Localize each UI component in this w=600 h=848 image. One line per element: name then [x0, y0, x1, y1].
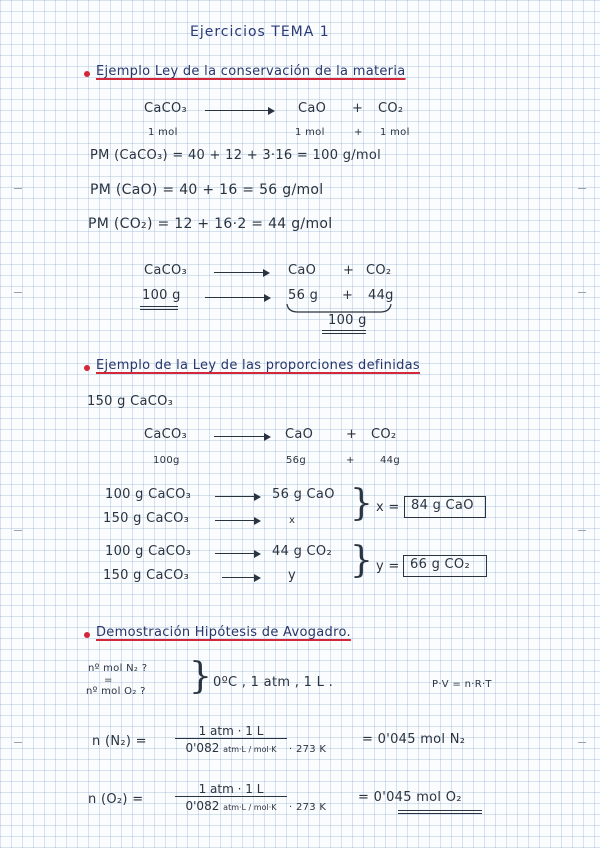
section-3-bullet	[84, 632, 90, 638]
prop2-result-value: 66 g CO₂	[410, 557, 470, 572]
pm-cao: PM (CaO) = 40 + 16 = 56 g/mol	[90, 182, 324, 198]
n-o2-r-units: atm·L / mol·K	[223, 803, 277, 812]
section-2-bullet	[84, 365, 90, 371]
prop2-result-label: y =	[376, 559, 400, 574]
pm-co2: PM (CO₂) = 12 + 16·2 = 44 g/mol	[88, 216, 333, 232]
n-n2-r-units: atm·L / mol·K	[223, 745, 277, 754]
s2-eq-reactant: CaCO₃	[144, 427, 188, 442]
n-n2-fraction	[175, 724, 287, 757]
s2-eq-product-1: CaO	[285, 427, 314, 442]
prop1-brace: }	[350, 483, 373, 524]
s1-mass-product-2: 44g	[368, 288, 394, 303]
prop1-result-label: x =	[376, 500, 400, 515]
prop2-left-bottom: 150 g CaCO₃	[103, 568, 190, 583]
n-o2-fraction	[175, 782, 287, 815]
s1-mol-product-1: 1 mol	[295, 127, 325, 138]
n-o2-numerator: 1 atm · 1 L	[198, 782, 264, 796]
s1-mass-arrow	[205, 297, 269, 298]
pm-caco3: PM (CaCO₃) = 40 + 12 + 3·16 = 100 g/mol	[90, 148, 382, 163]
n-n2-label: n (N₂) =	[92, 734, 147, 749]
section-1-bullet	[84, 71, 90, 77]
s1-mol-plus: +	[354, 127, 363, 138]
prop1-unknown: x	[289, 515, 296, 526]
s1-mol-product-2: 1 mol	[380, 127, 410, 138]
prop1-arrow-top	[215, 496, 259, 497]
n-n2-result: = 0'045 mol N₂	[362, 732, 466, 747]
prop1-result-box	[404, 496, 486, 518]
s1-mass-reactant: 100 g	[142, 288, 181, 303]
s1-mass-product-1: 56 g	[288, 288, 319, 303]
q-mol-n2: nº mol N₂ ?	[88, 663, 148, 674]
ideal-gas-law: P·V = n·R·T	[432, 679, 492, 690]
n-n2-r-constant: 0'082	[185, 741, 220, 755]
page-title: Ejercicios TEMA 1	[190, 24, 330, 40]
s1-mass-plus: +	[342, 288, 354, 303]
n-o2-label: n (O₂) =	[88, 792, 144, 807]
prop2-arrow-top	[215, 553, 259, 554]
n-o2-denominator	[175, 796, 287, 815]
s1-eq-arrow	[205, 110, 273, 111]
s1-eq2-product-2: CO₂	[366, 263, 392, 278]
q-equal-sign: =	[104, 675, 113, 686]
prop2-result-box	[403, 555, 487, 577]
section-2-heading: Ejemplo de la Ley de las proporciones definidas	[96, 358, 420, 373]
s2-eq-product-2: CO₂	[371, 427, 397, 442]
s1-eq-reactant: CaCO₃	[144, 101, 188, 116]
prop2-brace: }	[350, 540, 373, 581]
n-n2-denominator	[175, 738, 287, 757]
s1-total-underline	[322, 330, 366, 334]
s1-eq2-product-1: CaO	[288, 263, 317, 278]
s2-mass-reactant: 100g	[153, 455, 180, 466]
prop2-left-top: 100 g CaCO₃	[105, 544, 192, 559]
s2-mass-plus: +	[346, 455, 355, 466]
s1-eq-plus: +	[352, 101, 364, 116]
n-o2-temperature: · 273 K	[289, 802, 327, 813]
section-3-heading: Demostración Hipótesis de Avogadro.	[96, 625, 351, 640]
s1-eq2-arrow	[214, 272, 268, 273]
n-o2-r-constant: 0'082	[185, 799, 220, 813]
s1-eq-product-1: CaO	[298, 101, 327, 116]
s2-eq-arrow	[214, 436, 269, 437]
q-mol-o2: nº mol O₂ ?	[86, 686, 146, 697]
s1-total-mass: 100 g	[328, 313, 367, 328]
s1-mol-reactant: 1 mol	[148, 127, 178, 138]
n-o2-result: = 0'045 mol O₂	[358, 790, 462, 805]
section-1-heading: Ejemplo Ley de la conservación de la materia	[96, 64, 406, 79]
s1-eq-product-2: CO₂	[378, 101, 404, 116]
s1-eq2-reactant: CaCO₃	[144, 263, 188, 278]
s2-mass-product-2: 44g	[380, 455, 400, 466]
prop1-right-top: 56 g CaO	[272, 487, 335, 502]
conditions: 0ºC , 1 atm , 1 L .	[213, 675, 334, 690]
s2-eq-plus: +	[346, 427, 358, 442]
n-n2-temperature: · 273 K	[289, 744, 327, 755]
s1-mass-reactant-underline	[140, 306, 178, 310]
prop2-arrow-bottom	[222, 577, 259, 578]
prop1-result-value: 84 g CaO	[411, 498, 474, 513]
n-o2-result-underline	[398, 810, 482, 814]
prop2-right-top: 44 g CO₂	[272, 544, 332, 559]
n-n2-numerator: 1 atm · 1 L	[198, 724, 264, 738]
s1-eq2-plus: +	[343, 263, 355, 278]
s2-given: 150 g CaCO₃	[87, 394, 174, 409]
question-brace: }	[189, 656, 212, 697]
prop2-unknown: y	[288, 568, 296, 583]
prop1-arrow-bottom	[215, 520, 259, 521]
s2-mass-product-1: 56g	[286, 455, 306, 466]
prop1-left-bottom: 150 g CaCO₃	[103, 511, 190, 526]
prop1-left-top: 100 g CaCO₃	[105, 487, 192, 502]
